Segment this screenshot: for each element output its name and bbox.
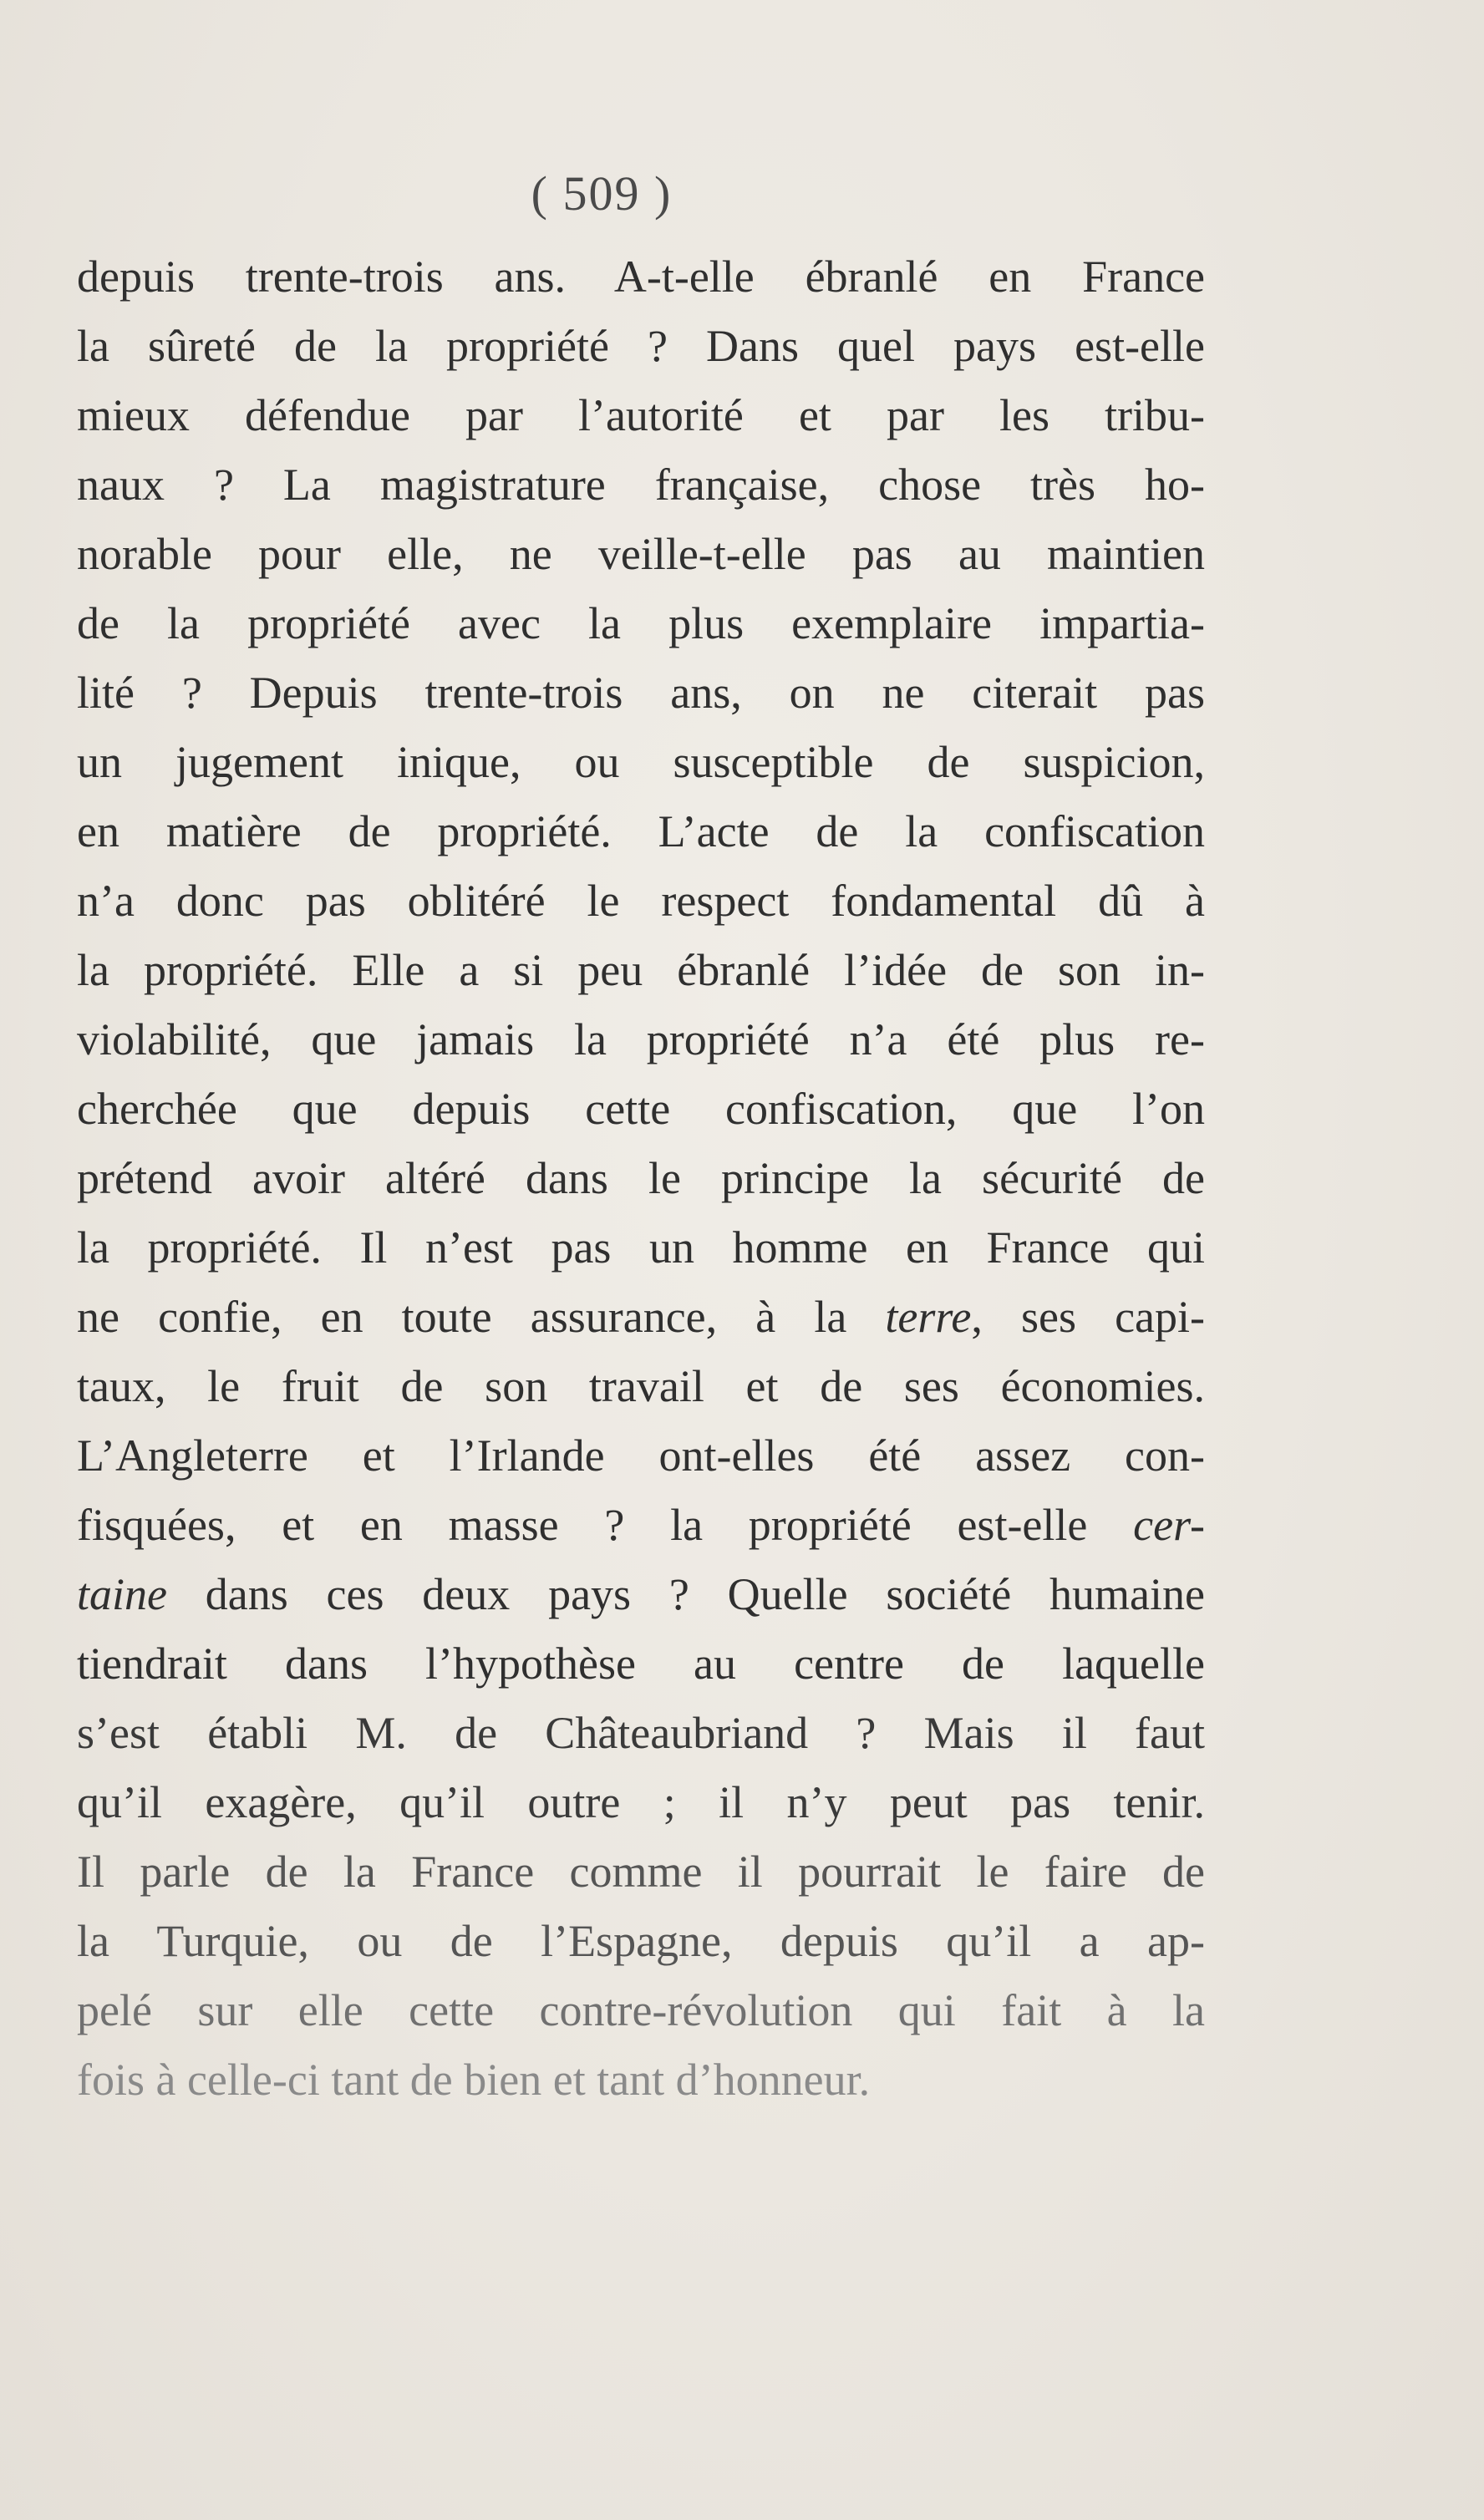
italic-word: cer- <box>1133 1500 1205 1550</box>
text-line: la propriété. Elle a si peu ébranlé l’idée de son in- <box>77 945 1205 995</box>
text-line: n’a donc pas oblitéré le respect fondamental dû à <box>77 876 1205 926</box>
text-line: lité ? Depuis trente-trois ans, on ne citerait pas <box>77 668 1205 718</box>
text-line: de la propriété avec la plus exemplaire impartia- <box>77 598 1205 648</box>
text-line: s’est établi M. de Châteaubriand ? Mais il faut <box>77 1708 1205 1758</box>
text-line: fois à celle-ci tant de bien et tant d’honneur. <box>77 2055 871 2105</box>
text-line: la Turquie, ou de l’Espagne, depuis qu’il a ap- <box>77 1916 1205 1966</box>
italic-word: terre <box>885 1292 972 1342</box>
text-line-with-italic <box>77 1491 1205 1560</box>
text-segment: ne confie, en toute assurance, à la <box>77 1292 886 1342</box>
body-text <box>77 242 1205 2115</box>
italic-word: taine <box>77 1569 167 1619</box>
text-line: tiendrait dans l’hypothèse au centre de laquelle <box>77 1639 1205 1689</box>
text-line-with-italic <box>77 1560 1205 1629</box>
text-segment: fisquées, et en masse ? la propriété est-elle <box>77 1500 1134 1550</box>
text-line: norable pour elle, ne veille-t-elle pas au maintien <box>77 529 1205 579</box>
text-line: depuis trente-trois ans. A-t-elle ébranlé en France <box>77 251 1205 302</box>
text-line: L’Angleterre et l’Irlande ont-elles été assez con- <box>77 1430 1205 1481</box>
text-line: cherchée que depuis cette confiscation, que l’on <box>77 1084 1205 1134</box>
text-segment: , ses capi- <box>971 1292 1206 1342</box>
page-number: ( 509 ) <box>531 166 673 221</box>
text-line: la sûreté de la propriété ? Dans quel pays est-elle <box>77 321 1205 371</box>
text-line: pelé sur elle cette contre-révolution qui fait à la <box>77 1985 1205 2035</box>
text-segment: dans ces deux pays ? Quelle société humaine <box>166 1569 1205 1619</box>
text-line-with-italic <box>77 1283 1205 1352</box>
text-line: Il parle de la France comme il pourrait le faire de <box>77 1847 1205 1897</box>
text-line: en matière de propriété. L’acte de la confiscation <box>77 806 1205 856</box>
text-line: un jugement inique, ou susceptible de suspicion, <box>77 737 1205 787</box>
text-line: la propriété. Il n’est pas un homme en France qui <box>77 1222 1205 1273</box>
text-line: qu’il exagère, qu’il outre ; il n’y peut pas tenir. <box>77 1777 1205 1827</box>
text-line: prétend avoir altéré dans le principe la sécurité de <box>77 1153 1205 1203</box>
text-line: taux, le fruit de son travail et de ses économies. <box>77 1361 1205 1411</box>
text-line: naux ? La magistrature française, chose très ho- <box>77 460 1205 510</box>
text-line: violabilité, que jamais la propriété n’a été plus re- <box>77 1014 1205 1064</box>
text-line: mieux défendue par l’autorité et par les tribu- <box>77 390 1205 440</box>
